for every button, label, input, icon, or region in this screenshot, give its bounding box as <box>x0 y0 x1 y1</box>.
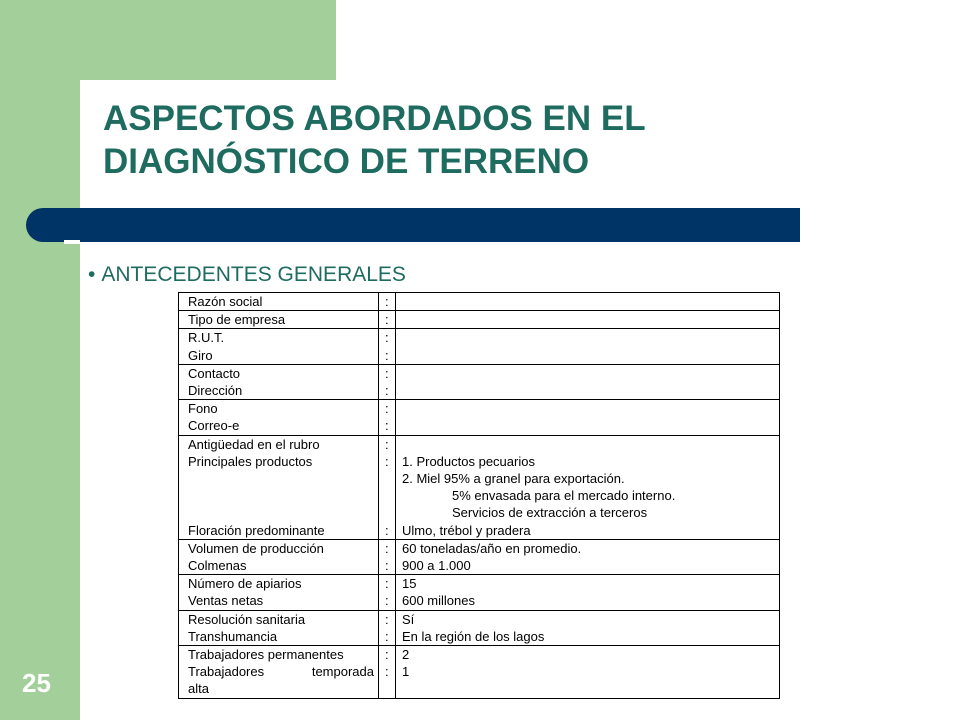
colon: : <box>385 628 389 644</box>
colon-cell <box>379 435 396 539</box>
row-label: Ventas netas <box>188 593 264 609</box>
row-label-cell <box>179 311 379 329</box>
row-value-cell <box>396 435 780 539</box>
row-label: Correo-e <box>188 418 240 434</box>
slide-title <box>103 97 646 183</box>
row-value-cell <box>396 539 780 574</box>
row-label: Giro <box>188 347 213 363</box>
bullet-icon: • <box>88 263 96 286</box>
row-label: Resolución sanitaria <box>188 611 306 627</box>
row-value-cell <box>396 646 780 699</box>
row-label: Antigüedad en el rubro <box>188 436 320 452</box>
row-label-spacer <box>188 487 374 504</box>
left-accent-bar <box>0 0 80 720</box>
top-accent-block <box>0 0 336 80</box>
company-info-table <box>178 292 780 699</box>
row-label-cell <box>179 293 379 311</box>
row-value: En la región de los lagos <box>402 628 545 644</box>
colon: : <box>385 453 389 469</box>
colon-cell <box>379 646 396 699</box>
row-label-justified <box>188 663 374 680</box>
row-value: Ulmo, trébol y pradera <box>402 522 531 538</box>
slide-title-line-1: ASPECTOS ABORDADOS EN EL <box>103 99 646 138</box>
row-value: 600 millones <box>402 593 475 609</box>
row-value-cell <box>396 400 780 435</box>
colon-spacer <box>385 504 395 521</box>
row-label: Razón social <box>188 294 263 309</box>
colon: : <box>385 330 389 346</box>
colon: : <box>385 540 389 556</box>
table-row <box>179 329 780 364</box>
colon: : <box>385 383 389 399</box>
row-value <box>402 436 779 453</box>
colon-spacer <box>385 487 395 504</box>
section-heading-text: ANTECEDENTES GENERALES <box>101 263 406 286</box>
colon-cell <box>379 329 396 364</box>
colon: : <box>385 347 389 363</box>
colon-cell <box>379 311 396 329</box>
row-label-cell <box>179 646 379 699</box>
divider-notch <box>64 240 80 244</box>
row-label: Fono <box>188 401 218 417</box>
row-label: Volumen de producción <box>188 540 324 556</box>
table-row <box>179 435 780 539</box>
table-row <box>179 293 780 311</box>
row-label-cell <box>179 400 379 435</box>
row-label: temporada <box>311 664 374 680</box>
row-label-cell <box>179 435 379 539</box>
slide-title-line-2: DIAGNÓSTICO DE TERRENO <box>103 142 590 181</box>
page-number: 25 <box>22 668 51 698</box>
colon-spacer <box>385 470 395 487</box>
row-label: Tipo de empresa <box>188 312 286 328</box>
row-label: Número de apiarios <box>188 576 302 592</box>
row-label: Transhumancia <box>188 628 278 644</box>
row-label-cell <box>179 539 379 574</box>
colon: : <box>385 664 389 680</box>
row-label-cell <box>179 329 379 364</box>
row-label-spacer <box>188 470 374 487</box>
row-label: Principales productos <box>188 453 313 469</box>
table-row <box>179 311 780 329</box>
row-value-cell <box>396 610 780 645</box>
colon-cell <box>379 400 396 435</box>
colon: : <box>385 593 389 609</box>
table-row <box>179 646 780 699</box>
title-divider-bar <box>26 208 800 242</box>
row-value: 15 <box>402 576 417 592</box>
section-heading <box>88 261 406 289</box>
colon: : <box>385 365 389 381</box>
row-label: Dirección <box>188 383 243 399</box>
row-value: 1 <box>402 664 410 680</box>
table-row <box>179 539 780 574</box>
row-value-cell <box>396 329 780 364</box>
colon-cell <box>379 575 396 610</box>
row-value: 900 a 1.000 <box>402 558 471 574</box>
row-label-cell <box>179 610 379 645</box>
row-label: Trabajadores <box>188 664 265 680</box>
row-value: 2. Miel 95% a granel para exportación. <box>402 471 625 487</box>
row-value-cell <box>396 311 780 329</box>
row-value: 60 toneladas/año en promedio. <box>402 540 582 556</box>
row-label: Trabajadores permanentes <box>188 647 344 663</box>
row-value-cell <box>396 364 780 399</box>
row-value: Sí <box>402 611 415 627</box>
row-label: R.U.T. <box>188 330 225 346</box>
colon-cell <box>379 539 396 574</box>
colon: : <box>385 401 389 417</box>
colon-cell <box>379 364 396 399</box>
colon: : <box>385 611 389 627</box>
row-label: Contacto <box>188 365 241 381</box>
row-value: 5% envasada para el mercado interno. <box>452 488 676 504</box>
colon: : <box>385 418 389 434</box>
colon: : <box>385 294 389 309</box>
row-value-cell <box>396 293 780 311</box>
row-value: Servicios de extracción a terceros <box>452 505 648 521</box>
colon: : <box>385 312 389 328</box>
row-value-cell <box>396 575 780 610</box>
row-value: 1. Productos pecuarios <box>402 453 535 469</box>
row-label: Floración predominante <box>188 522 325 538</box>
colon: : <box>385 436 389 452</box>
colon: : <box>385 522 389 538</box>
colon-cell <box>379 293 396 311</box>
table-row <box>179 400 780 435</box>
table-row <box>179 364 780 399</box>
colon: : <box>385 647 389 663</box>
row-label-spacer <box>188 504 374 521</box>
table-row <box>179 575 780 610</box>
colon: : <box>385 576 389 592</box>
row-value: 2 <box>402 647 410 663</box>
row-label: Colmenas <box>188 558 247 574</box>
colon-cell <box>379 610 396 645</box>
colon: : <box>385 558 389 574</box>
row-label: alta <box>188 681 209 697</box>
row-label-cell <box>179 575 379 610</box>
table-row <box>179 610 780 645</box>
row-label-cell <box>179 364 379 399</box>
